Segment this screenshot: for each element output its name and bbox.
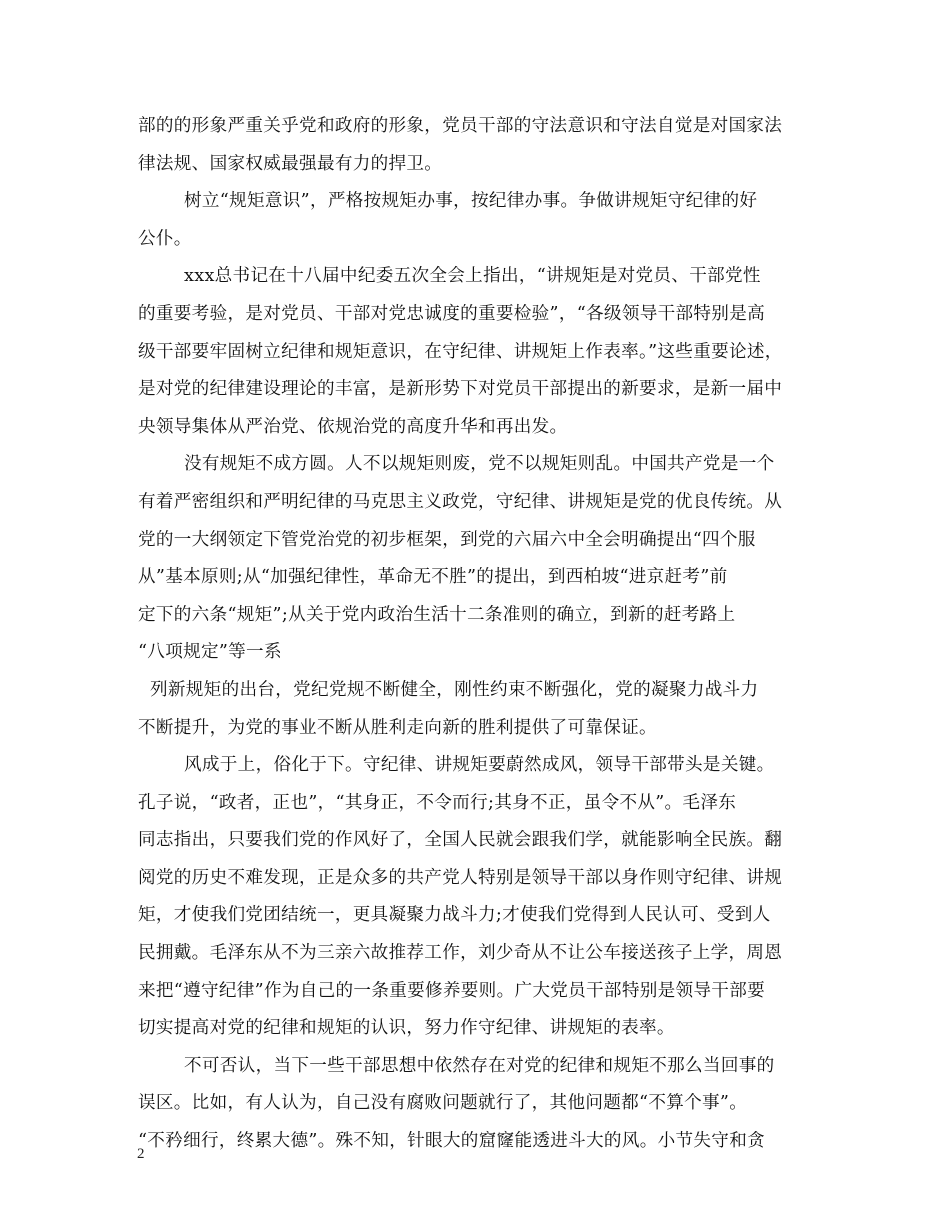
paragraph bbox=[138, 747, 820, 1048]
text-line: 孔子说，“政者，正也”，“其身正，不令而行;其身不正，虽令不从”。毛泽东 bbox=[138, 792, 737, 813]
paragraph bbox=[138, 446, 820, 672]
text-line: 不断提升，为党的事业不断从胜利走向新的胜利提供了可靠保证。 bbox=[138, 717, 657, 738]
document-body bbox=[138, 108, 820, 1161]
text-line: 是对党的纪律建设理论的丰富，是新形势下对党员干部提出的新要求，是新一届中 bbox=[138, 379, 783, 400]
page-number: 2 bbox=[137, 1146, 145, 1162]
paragraph bbox=[138, 108, 820, 183]
text-line: 树立“规矩意识”，严格按规矩办事，按纪律办事。争做讲规矩守纪律的好 bbox=[184, 191, 758, 212]
text-line: 定下的六条“规矩”;从关于党内政治生活十二条准则的确立，到新的赶考路上 bbox=[138, 604, 736, 625]
paragraph bbox=[138, 183, 820, 258]
text-line: 有着严密组织和严明纪律的马克思主义政党，守纪律、讲规矩是党的优良传统。从 bbox=[138, 491, 783, 512]
text-line: 误区。比如，有人认为，自己没有腐败问题就行了，其他问题都“不算个事”。 bbox=[138, 1093, 748, 1114]
text-line: xxx总书记在十八届中纪委五次全会上指出，“讲规矩是对党员、干部党性 bbox=[184, 266, 761, 287]
text-line: 部的的形象严重关乎党和政府的形象，党员干部的守法意识和守法自觉是对国家法 bbox=[138, 116, 783, 136]
text-line: 切实提高对党的纪律和规矩的认识，努力作守纪律、讲规矩的表率。 bbox=[138, 1018, 675, 1039]
text-line: 矩，才使我们党团结统一，更具凝聚力战斗力;才使我们党得到人民认可、受到人 bbox=[138, 905, 771, 926]
text-line: 级干部要牢固树立纪律和规矩意识，在守纪律、讲规矩上作表率。”这些重要论述， bbox=[138, 341, 783, 362]
text-line: 民拥戴。毛泽东从不为三亲六故推荐工作，刘少奇从不让公车接送孩子上学，周恩 bbox=[138, 943, 783, 964]
text-line: 央领导集体从严治党、依规治党的高度升华和再出发。 bbox=[138, 416, 568, 437]
text-line: “八项规定”等一系 bbox=[138, 642, 282, 663]
text-line: 从”基本原则;从“加强纪律性，革命无不胜”的提出，到西柏坡“进京赶考”前 bbox=[138, 567, 728, 588]
text-line: 的重要考验，是对党员、干部对党忠诚度的重要检验”，“各级领导干部特别是高 bbox=[138, 303, 765, 324]
text-line: 列新规矩的出台，党纪党规不断健全，刚性约束不断强化，党的凝聚力战斗力 bbox=[150, 679, 759, 700]
text-line: 阅党的历史不难发现，正是众多的共产党人特别是领导干部以身作则守纪律、讲规 bbox=[138, 867, 783, 888]
paragraph bbox=[138, 672, 820, 747]
text-line: “不矜细行，终累大德”。殊不知，针眼大的窟窿能透进斗大的风。小节失守和贪 bbox=[138, 1131, 765, 1152]
text-line: 同志指出，只要我们党的作风好了，全国人民就会跟我们学，就能影响全民族。翻 bbox=[138, 830, 783, 851]
text-line: 不可否认，当下一些干部思想中依然存在对党的纪律和规矩不那么当回事的 bbox=[184, 1055, 775, 1076]
paragraph bbox=[138, 1048, 820, 1161]
text-line: 风成于上，俗化于下。守纪律、讲规矩要蔚然成风，领导干部带头是关键。 bbox=[184, 755, 775, 776]
text-line: 没有规矩不成方圆。人不以规矩则废，党不以规矩则乱。中国共产党是一个 bbox=[184, 454, 775, 475]
text-line: 律法规、国家权威最强最有力的捍卫。 bbox=[138, 153, 443, 174]
text-line: 来把“遵守纪律”作为自己的一条重要修养要则。广大党员干部特别是领导干部要 bbox=[138, 980, 765, 1001]
text-line: 公仆。 bbox=[138, 228, 192, 249]
paragraph bbox=[138, 258, 820, 446]
text-line: 党的一大纲领定下管党治党的初步框架，到党的六届六中全会明确提出“四个服 bbox=[138, 529, 756, 550]
